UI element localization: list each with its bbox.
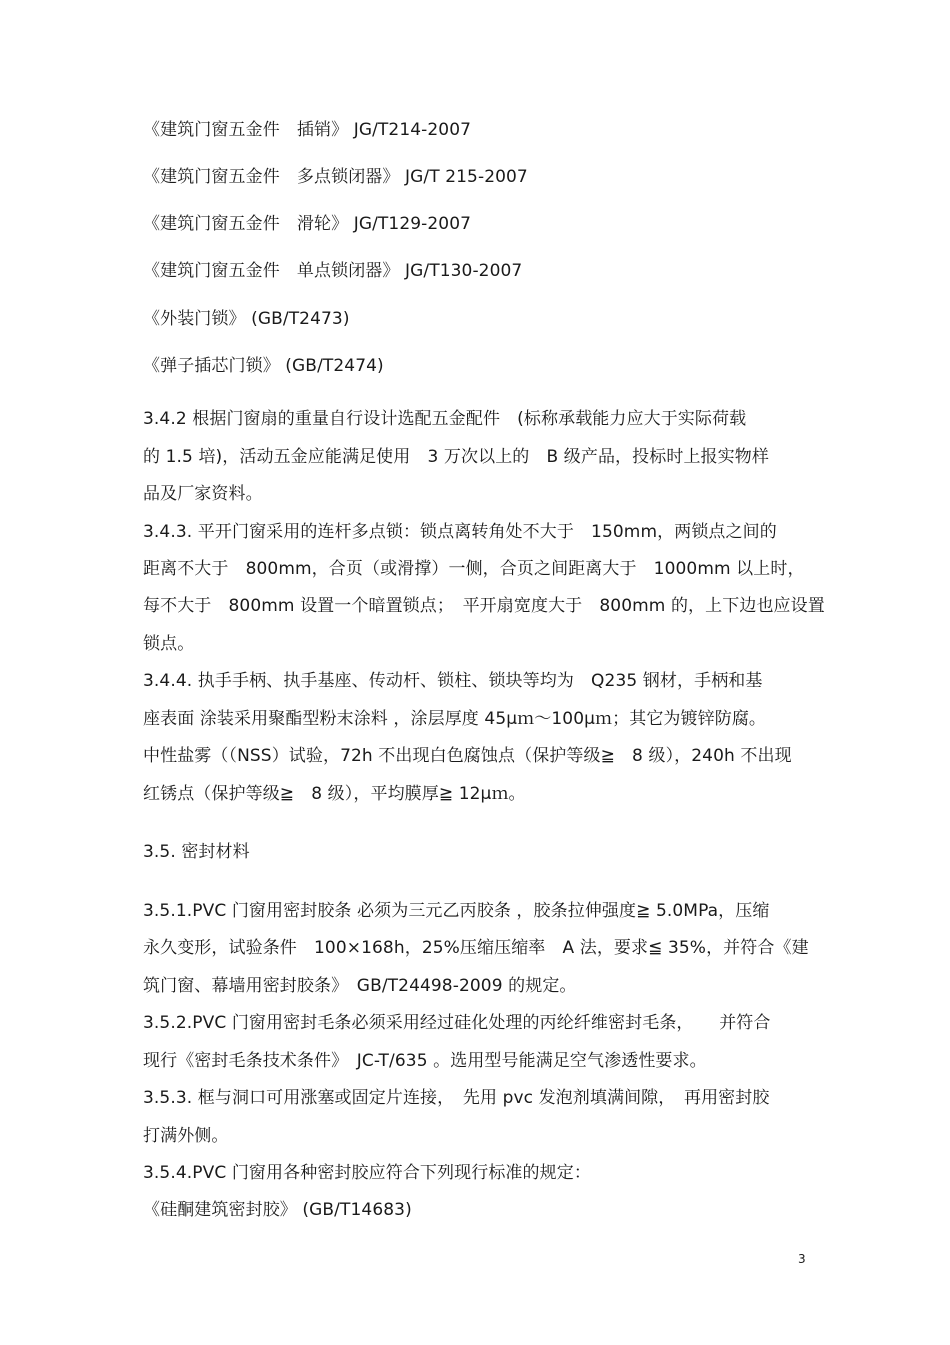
text-line: 3.5.4.PVC 门窗用各种密封胶应符合下列现行标准的规定： bbox=[143, 1163, 591, 1183]
text-line: 红锈点（保护等级≧ 8 级），平均膜厚≧ 12μｍ。 bbox=[143, 784, 526, 804]
page-number: 3 bbox=[798, 1252, 806, 1266]
text-line: 现行《密封毛条技术条件》 JC-T/635 。选用型号能满足空气渗透性要求。 bbox=[143, 1051, 707, 1071]
text-line: 《弹子插芯门锁》 (GB/T2474) bbox=[143, 356, 384, 376]
section-heading: 3.5. 密封材料 bbox=[143, 842, 250, 862]
text-line: 筑门窗、幕墙用密封胶条》 GB/T24498-2009 的规定。 bbox=[143, 976, 577, 996]
text-line: 3.4.4. 执手手柄、执手基座、传动杆、锁柱、锁块等均为 Q235 钢材，手柄和基 bbox=[143, 671, 763, 691]
text-line: 《硅酮建筑密封胶》 (GB/T14683) bbox=[143, 1200, 412, 1220]
text-line: 每不大于 800mm 设置一个暗置锁点； 平开扇宽度大于 800mm 的，上下边也应设置 bbox=[143, 596, 825, 616]
text-line: 中性盐雾（（NSS）试验，72h 不出现白色腐蚀点（保护等级≧ 8 级），240h 不出现 bbox=[143, 746, 792, 766]
text-line: 的 1.5 培)，活动五金应能满足使用 3 万次以上的 B 级产品，投标时上报实物样 bbox=[143, 447, 769, 467]
text-line: 《外装门锁》 (GB/T2473) bbox=[143, 309, 350, 329]
text-line: 打满外侧。 bbox=[143, 1126, 229, 1146]
text-line: 3.5.2.PVC 门窗用密封毛条必须采用经过硅化处理的丙纶纤维密封毛条， 并符合 bbox=[143, 1013, 771, 1033]
text-line: 《建筑门窗五金件 单点锁闭器》 JG/T130-2007 bbox=[143, 261, 523, 281]
text-line: 锁点。 bbox=[143, 634, 195, 654]
text-line: 3.5.3. 框与洞口可用涨塞或固定片连接， 先用 pvc 发泡剂填满间隙， 再用密封胶 bbox=[143, 1088, 770, 1108]
text-line: 3.4.2 根据门窗扇的重量自行设计选配五金配件 (标称承载能力应大于实际荷载 bbox=[143, 409, 747, 429]
text-line: 永久变形，试验条件 100×168h，25%压缩压缩率 A 法，要求≦ 35%，并符合《建 bbox=[143, 938, 809, 958]
text-line: 《建筑门窗五金件 滑轮》 JG/T129-2007 bbox=[143, 214, 472, 234]
text-line: 距离不大于 800mm，合页（或滑撑）一侧，合页之间距离大于 1000mm 以上时， bbox=[143, 559, 805, 579]
text-line: 《建筑门窗五金件 多点锁闭器》 JG/T 215-2007 bbox=[143, 167, 528, 187]
text-line: 3.4.3. 平开门窗采用的连杆多点锁：锁点离转角处不大于 150mm，两锁点之间的 bbox=[143, 522, 777, 542]
text-line: 《建筑门窗五金件 插销》 JG/T214-2007 bbox=[143, 120, 472, 140]
text-line: 品及厂家资料。 bbox=[143, 484, 263, 504]
text-line: 3.5.1.PVC 门窗用密封胶条 必须为三元乙丙胶条 ，胶条拉伸强度≧ 5.0MPa，压缩 bbox=[143, 901, 770, 921]
text-line: 座表面 涂装采用聚酯型粉末涂料 ，涂层厚度 45μｍ～100μｍ；其它为镀锌防腐。 bbox=[143, 709, 767, 729]
